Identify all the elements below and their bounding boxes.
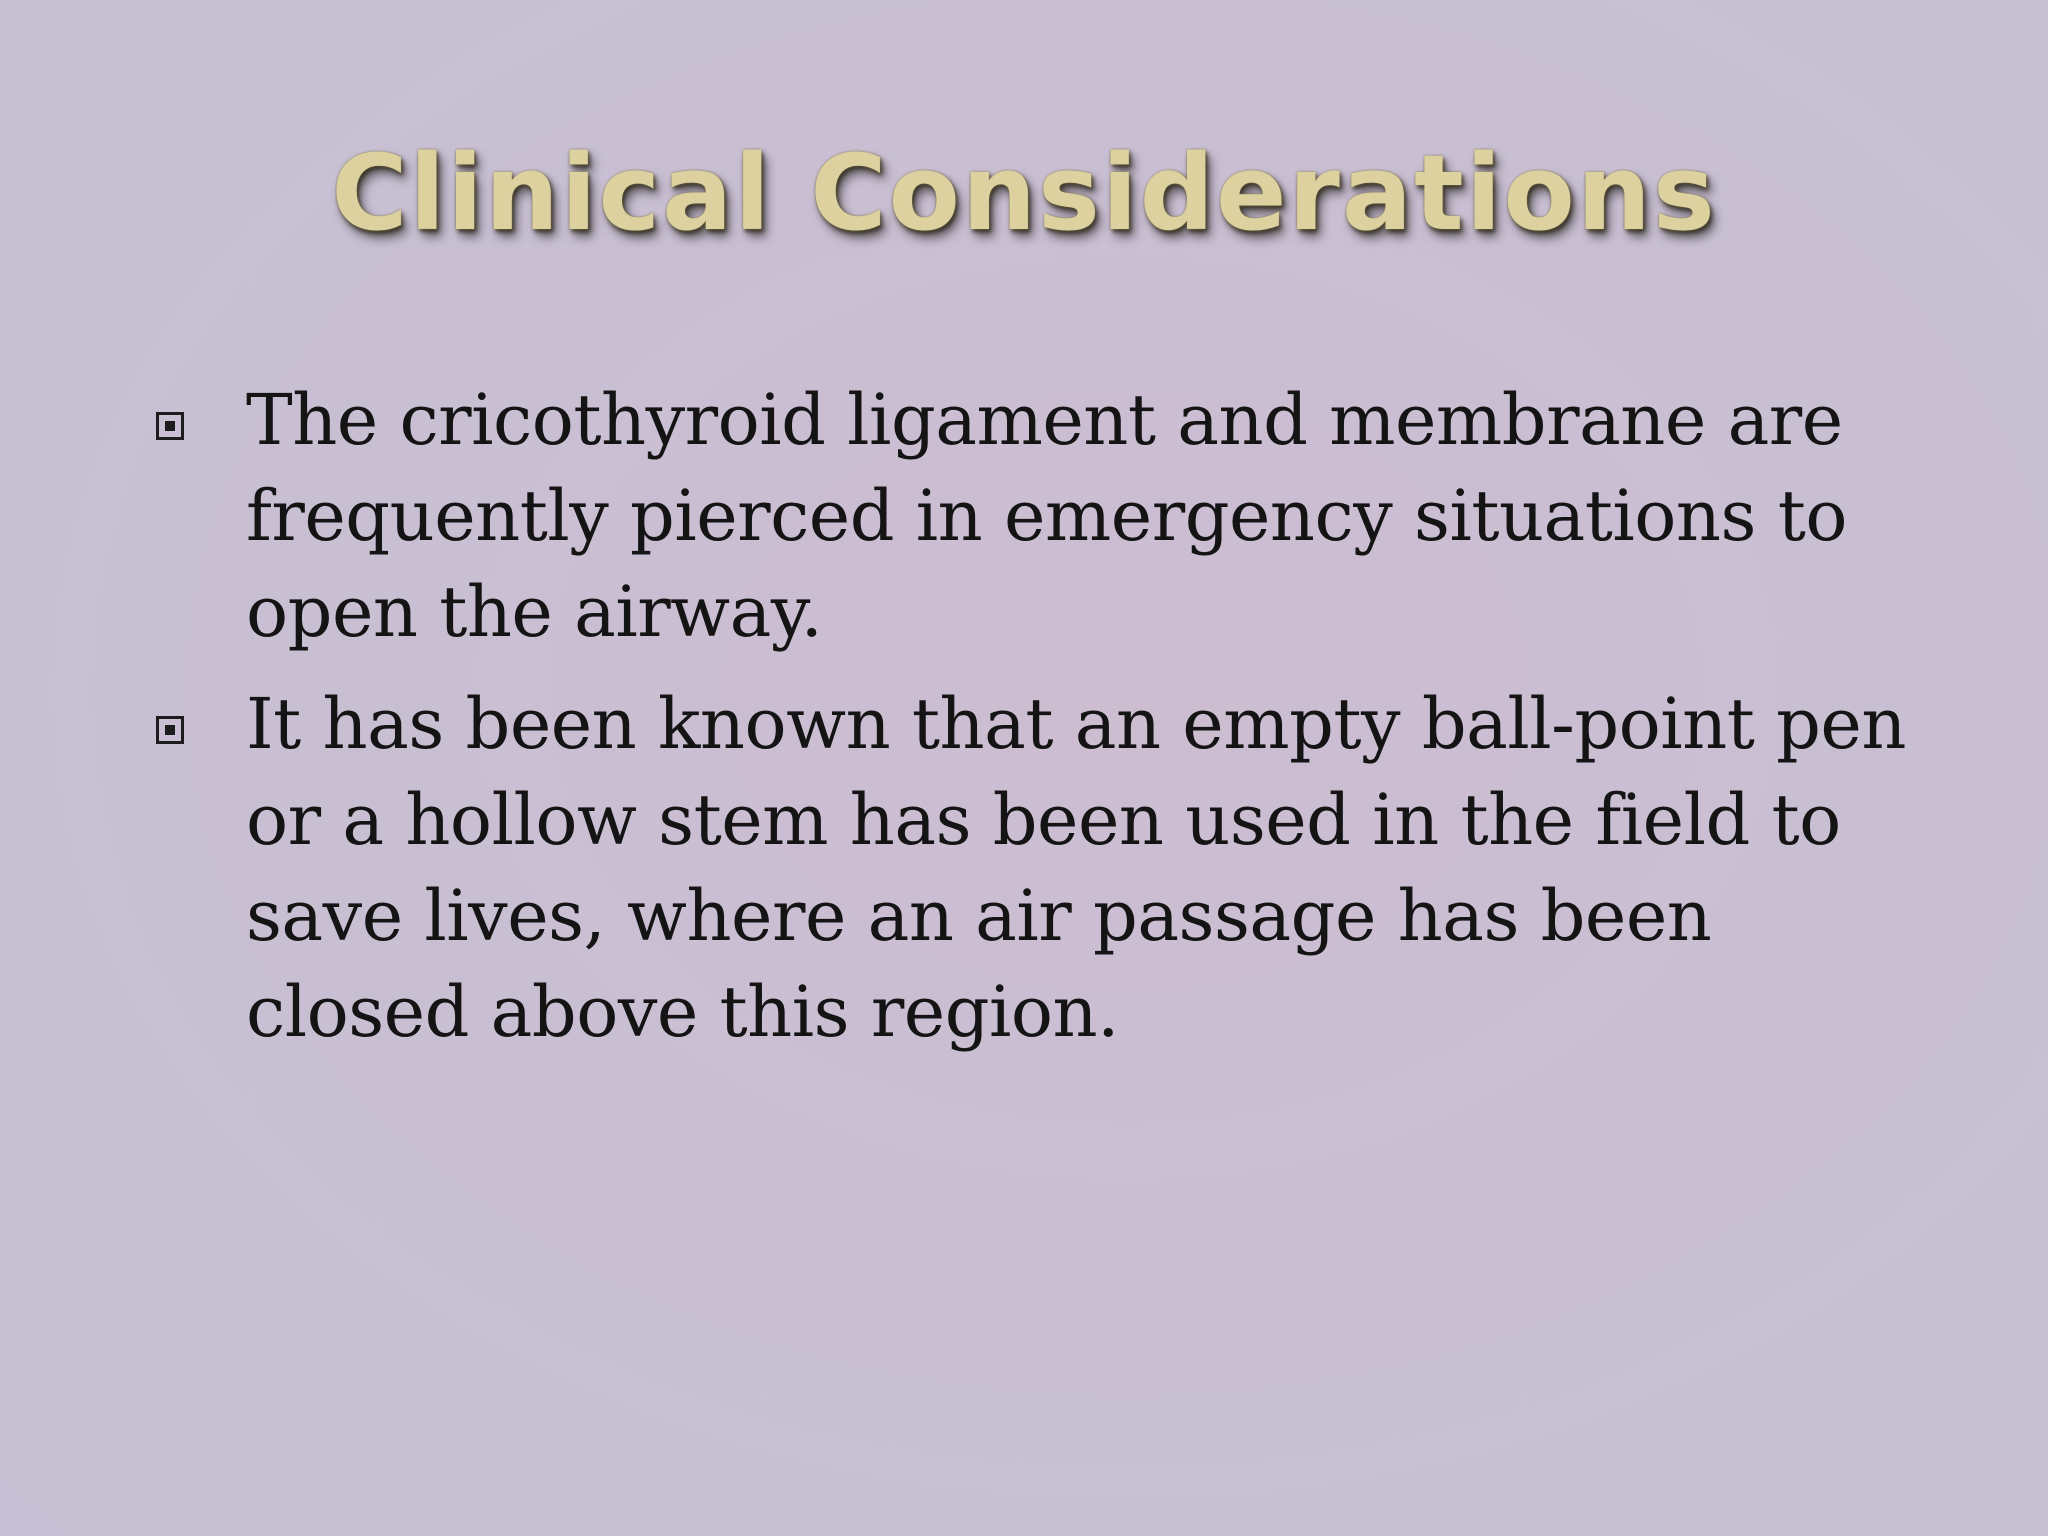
slide-title: Clinical Considerations [331,132,1717,254]
bullet-item [150,676,1940,1060]
square-bullet-icon [156,412,184,440]
bullet-item [150,372,1940,660]
square-bullet-icon [156,716,184,744]
bullet-text: The cricothyroid ligament and membrane are frequently pierced in emergency situations to open the airway. [246,379,1847,653]
bullet-list [150,372,1940,1076]
bullet-text: It has been known that an empty ball-point pen or a hollow stem has been used in the field to save lives, where an air passage has been closed above this region. [246,683,1906,1053]
